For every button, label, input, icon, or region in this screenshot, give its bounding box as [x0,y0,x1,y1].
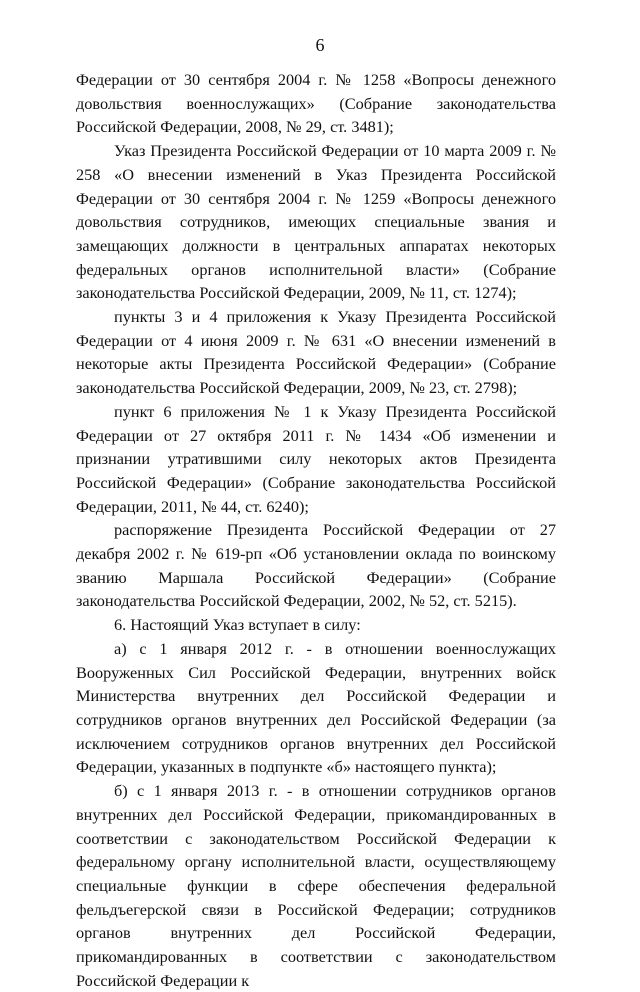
paragraph-order-619rp: распоряжение Президента Российской Федерации от 27 декабря 2002 г. № 619-рп «Об установлении оклада по воинскому званию Маршала Российской Федерации» (Собрание законодательства Российской Федерации, 2002, № 52, ст. 5215). [76,520,556,611]
paragraph-decree-631: пункты 3 и 4 приложения к Указу Президента Российской Федерации от 4 июня 2009 г. № 631 «О внесении изменений в некоторые акты Президента Российской Федерации» (Собрание законодательства Российской Федерации, 2009, № 23, ст. 2798); [76,307,556,398]
paragraph-continuation-decree-1258: Федерации от 30 сентября 2004 г. № 1258 «Вопросы денежного довольствия военнослужащих» (Собрание законодательства Российской Федерации, 2008, № 29, ст. 3481); [76,70,556,137]
paragraph-subitem-b: б) с 1 января 2013 г. - в отношении сотрудников органов внутренних дел Российской Федерации, прикомандированных в соответствии с законодательством Российской Федерации к федеральному органу исполнительной власти, осуществляющему специальные функции в сфере обеспечения федеральной фельдъегерской связи в Российской Федерации; сотрудников органов внутренних дел Российской Федерации, прикомандированных в соответствии с законодательством Российской Федерации к [76,781,556,990]
paragraph-decree-1434: пункт 6 приложения № 1 к Указу Президента Российской Федерации от 27 октября 2011 г. № 1434 «Об изменении и признании утратившими силу некоторых актов Президента Российской Федерации» (Собрание законодательства Российской Федерации, 2011, № 44, ст. 6240); [76,401,556,516]
paragraph-item-6-heading: 6. Настоящий Указ вступает в силу: [114,615,361,635]
document-body [76,68,556,992]
page-number: 6 [315,35,325,55]
paragraph-decree-258: Указ Президента Российской Федерации от 10 марта 2009 г. № 258 «О внесении изменений в Указ Президента Российской Федерации от 30 сентября 2004 г. № 1259 «Вопросы денежного довольствия сотрудников, имеющих специальные звания и замещающих должности в центральных аппаратах некоторых федеральных органов исполнительной власти» (Собрание законодательства Российской Федерации, 2009, № 11, ст. 1274); [76,141,556,303]
paragraph-subitem-a: а) с 1 января 2012 г. - в отношении военнослужащих Вооруженных Сил Российской Федерации, внутренних войск Министерства внутренних дел Российской Федерации и сотрудников органов внутренних дел Российской Федерации (за исключением сотрудников органов внутренних дел Российской Федерации, указанных в подпункте «б» настоящего пункта); [76,638,556,777]
